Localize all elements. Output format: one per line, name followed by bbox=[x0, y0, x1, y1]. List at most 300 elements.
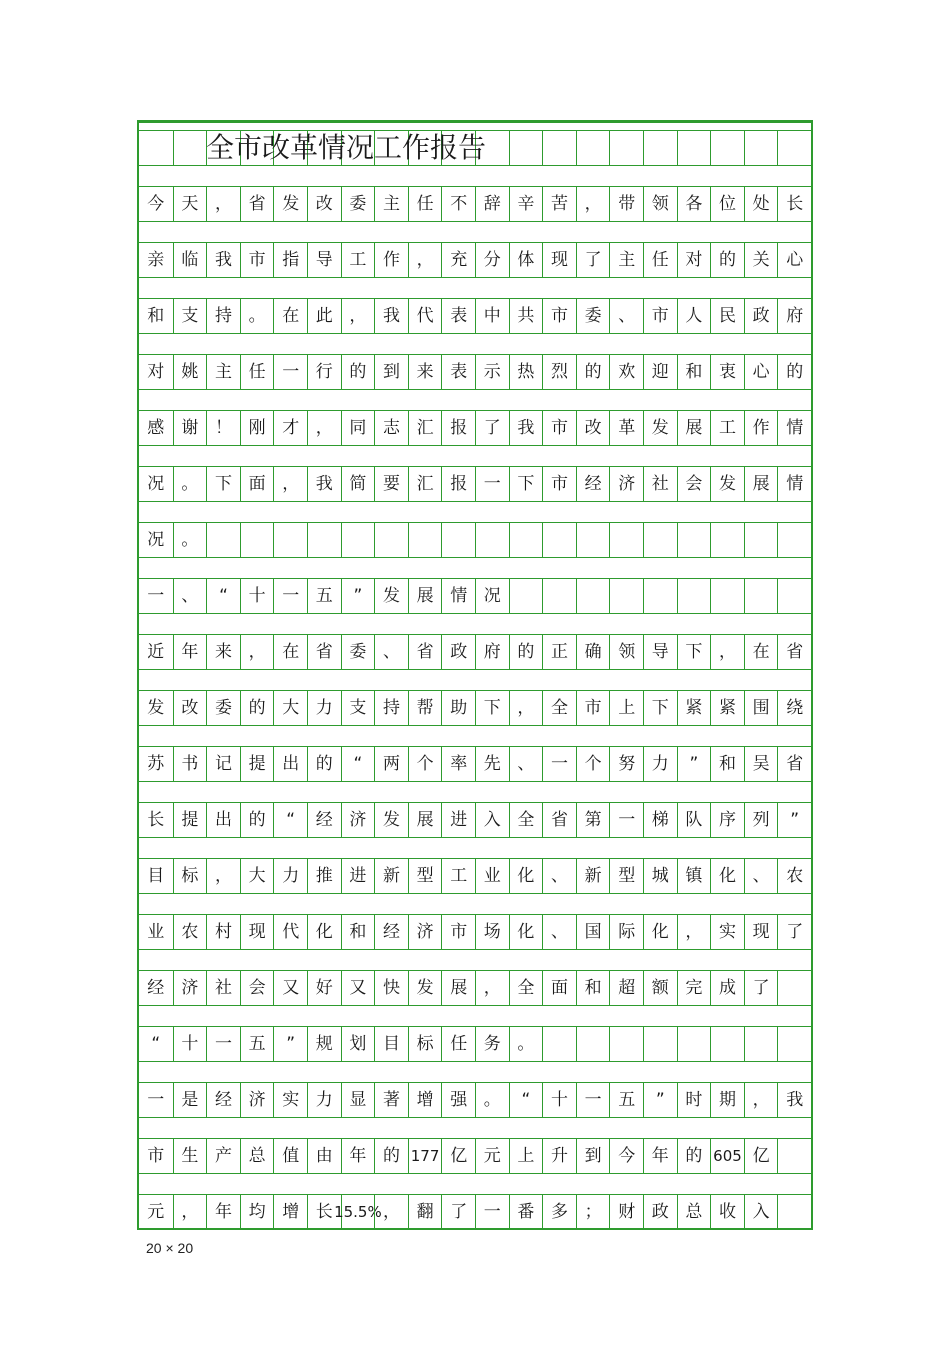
grid-cell: 情 bbox=[777, 411, 811, 445]
grid-cell bbox=[576, 523, 610, 557]
grid-cell bbox=[509, 523, 543, 557]
grid-cell: 市 bbox=[643, 299, 677, 333]
grid-cell: 面 bbox=[542, 971, 576, 1005]
grid-cell: 行 bbox=[307, 355, 341, 389]
grid-cell: 型 bbox=[408, 859, 442, 893]
grid-cell: 产 bbox=[206, 1139, 240, 1173]
grid-cell: 化 bbox=[643, 915, 677, 949]
grid-cell: “ bbox=[509, 1083, 543, 1117]
grid-cell: 新 bbox=[576, 859, 610, 893]
grid-cell: 十 bbox=[240, 579, 274, 613]
grid-spacer-row bbox=[139, 949, 811, 971]
grid-cell: 位 bbox=[710, 187, 744, 221]
grid-cell bbox=[710, 131, 744, 165]
grid-cell bbox=[777, 1139, 811, 1173]
grid-spacer-row bbox=[139, 333, 811, 355]
grid-cell: 展 bbox=[677, 411, 711, 445]
grid-cell: 标 bbox=[173, 859, 207, 893]
grid-cell: 况 bbox=[147, 473, 165, 494]
document-title: 全市改革情况工作报告 bbox=[206, 131, 487, 164]
grid-cell: 、 bbox=[374, 635, 408, 669]
grid-cell: 率 bbox=[441, 747, 475, 781]
grid-cell: 心 bbox=[744, 355, 778, 389]
grid-cell: 代 bbox=[273, 915, 307, 949]
grid-cell: “ bbox=[206, 579, 240, 613]
grid-cell: 上 bbox=[609, 691, 643, 725]
grid-spacer-row bbox=[139, 1005, 811, 1027]
grid-cell: 下 bbox=[206, 467, 240, 501]
grid-cell: 各 bbox=[677, 187, 711, 221]
grid-cell: 期 bbox=[710, 1083, 744, 1117]
grid-cell: 辞 bbox=[475, 187, 509, 221]
grid-cell: 年 bbox=[206, 1195, 240, 1229]
grid-cell: 好 bbox=[307, 971, 341, 1005]
grid-cell: 推 bbox=[307, 859, 341, 893]
grid-cell: 五 bbox=[609, 1083, 643, 1117]
grid-cell: 目 bbox=[374, 1027, 408, 1061]
grid-spacer-row bbox=[139, 445, 811, 467]
grid-cell: 了 bbox=[475, 411, 509, 445]
grid-cell bbox=[744, 579, 778, 613]
grid-cell: 的 bbox=[307, 747, 341, 781]
grid-cell: 志 bbox=[374, 411, 408, 445]
grid-cell: 元 bbox=[147, 1201, 165, 1222]
grid-cell: 工 bbox=[341, 243, 375, 277]
grid-cell: ， bbox=[576, 187, 610, 221]
grid-cell: 市 bbox=[576, 691, 610, 725]
grid-cell: 谢 bbox=[173, 411, 207, 445]
grid-cell: 大 bbox=[240, 859, 274, 893]
grid-cell: 改 bbox=[576, 411, 610, 445]
grid-cell: 工 bbox=[441, 859, 475, 893]
grid-cell: 辛 bbox=[509, 187, 543, 221]
grid-cell: 济 bbox=[173, 971, 207, 1005]
grid-cell: 五 bbox=[240, 1027, 274, 1061]
grid-cell: 元 bbox=[475, 1139, 509, 1173]
grid-cell: 出 bbox=[206, 803, 240, 837]
grid-cell: 一 bbox=[273, 355, 307, 389]
grid-cell: 衷 bbox=[710, 355, 744, 389]
grid-cell: ” bbox=[341, 579, 375, 613]
grid-cell bbox=[609, 579, 643, 613]
grid-cell: 一 bbox=[475, 1195, 509, 1229]
grid-cell: 经 bbox=[206, 1083, 240, 1117]
grid-cell: 和 bbox=[576, 971, 610, 1005]
grid-cell: ！ bbox=[206, 411, 240, 445]
grid-cell: 发 bbox=[374, 579, 408, 613]
grid-cell: 升 bbox=[542, 1139, 576, 1173]
grid-cell: 个 bbox=[408, 747, 442, 781]
grid-cell: 力 bbox=[307, 1083, 341, 1117]
grid-cell: 政 bbox=[744, 299, 778, 333]
grid-cell: 是 bbox=[173, 1083, 207, 1117]
grid-cell: 时 bbox=[677, 1083, 711, 1117]
grid-cell bbox=[710, 579, 744, 613]
grid-cell bbox=[509, 579, 543, 613]
grid-cell: 我 bbox=[509, 411, 543, 445]
grid-cell: 年 bbox=[173, 635, 207, 669]
grid-spacer-row bbox=[139, 781, 811, 803]
grid-cell: 市 bbox=[441, 915, 475, 949]
grid-cell: 长 bbox=[147, 809, 165, 830]
grid-cell: 和 bbox=[677, 355, 711, 389]
grid-cell: 了 bbox=[744, 971, 778, 1005]
grid-cell: 下 bbox=[677, 635, 711, 669]
grid-cell: 帮 bbox=[408, 691, 442, 725]
grid-cell bbox=[273, 523, 307, 557]
grid-cell bbox=[408, 523, 442, 557]
grid-cell bbox=[542, 131, 576, 165]
grid-cell: 划 bbox=[341, 1027, 375, 1061]
grid-cell: 序 bbox=[710, 803, 744, 837]
grid-cell: 值 bbox=[273, 1139, 307, 1173]
grid-cell: 亿 bbox=[441, 1139, 475, 1173]
grid-cell: 型 bbox=[609, 859, 643, 893]
grid-cell: 超 bbox=[609, 971, 643, 1005]
grid-cell bbox=[643, 579, 677, 613]
grid-cell: 605 bbox=[710, 1139, 744, 1173]
grid-cell: ， bbox=[408, 243, 442, 277]
grid-spacer-row bbox=[139, 557, 811, 579]
grid-cell: 。 bbox=[475, 1083, 509, 1117]
grid-cell: 带 bbox=[609, 187, 643, 221]
grid-cell: 番 bbox=[509, 1195, 543, 1229]
grid-cell: 汇 bbox=[408, 411, 442, 445]
manuscript-grid-sheet bbox=[137, 120, 813, 1230]
grid-cell: “ bbox=[341, 747, 375, 781]
grid-cell: 热 bbox=[509, 355, 543, 389]
grid-cell bbox=[240, 523, 274, 557]
grid-spacer-row bbox=[139, 669, 811, 691]
grid-cell: 主 bbox=[206, 355, 240, 389]
grid-cell: 村 bbox=[206, 915, 240, 949]
grid-cell: 场 bbox=[475, 915, 509, 949]
grid-cell: ， bbox=[273, 467, 307, 501]
grid-cell: 队 bbox=[677, 803, 711, 837]
grid-cell: 共 bbox=[509, 299, 543, 333]
grid-cell: 额 bbox=[643, 971, 677, 1005]
grid-cell: “ bbox=[151, 1033, 161, 1054]
grid-cell bbox=[341, 523, 375, 557]
grid-cell: 和 bbox=[341, 915, 375, 949]
grid-cell: 。 bbox=[173, 467, 207, 501]
grid-spacer-row bbox=[139, 165, 811, 187]
grid-cell bbox=[139, 131, 173, 165]
grid-cell: 支 bbox=[341, 691, 375, 725]
grid-cell: 快 bbox=[374, 971, 408, 1005]
grid-cell bbox=[475, 523, 509, 557]
grid-cell: 规 bbox=[307, 1027, 341, 1061]
grid-cell: 。 bbox=[509, 1027, 543, 1061]
grid-cell: 济 bbox=[341, 803, 375, 837]
grid-cell: 主 bbox=[609, 243, 643, 277]
grid-cell bbox=[710, 1027, 744, 1061]
grid-cell: 市 bbox=[542, 467, 576, 501]
grid-cell: 了 bbox=[576, 243, 610, 277]
grid-cell: 表 bbox=[441, 299, 475, 333]
grid-cell: 财 bbox=[609, 1195, 643, 1229]
grid-cell: 一 bbox=[475, 467, 509, 501]
grid-cell: 际 bbox=[609, 915, 643, 949]
grid-cell: 总 bbox=[240, 1139, 274, 1173]
grid-cell: 又 bbox=[273, 971, 307, 1005]
grid-cell: 省 bbox=[408, 635, 442, 669]
grid-cell: ， bbox=[710, 635, 744, 669]
grid-cell: ； bbox=[576, 1195, 610, 1229]
grid-cell bbox=[609, 131, 643, 165]
grid-cell bbox=[509, 131, 543, 165]
grid-cell: 进 bbox=[441, 803, 475, 837]
grid-spacer-row bbox=[139, 122, 811, 131]
grid-cell: 烈 bbox=[542, 355, 576, 389]
grid-spacer-row bbox=[139, 501, 811, 523]
grid-cell: 、 bbox=[744, 859, 778, 893]
grid-cell: 一 bbox=[147, 585, 165, 606]
grid-cell: 总 bbox=[677, 1195, 711, 1229]
grid-cell: 下 bbox=[643, 691, 677, 725]
grid-cell: 、 bbox=[173, 579, 207, 613]
grid-cell: 城 bbox=[643, 859, 677, 893]
grid-cell: 全 bbox=[509, 971, 543, 1005]
grid-cell bbox=[441, 523, 475, 557]
grid-cell: 才 bbox=[273, 411, 307, 445]
grid-cell: 、 bbox=[609, 299, 643, 333]
grid-cell: 表 bbox=[441, 355, 475, 389]
grid-cell: 省 bbox=[307, 635, 341, 669]
grid-cell: 进 bbox=[341, 859, 375, 893]
grid-spacer-row bbox=[139, 725, 811, 747]
grid-cell: 持 bbox=[374, 691, 408, 725]
grid-cell bbox=[777, 1027, 811, 1061]
grid-cell: 国 bbox=[576, 915, 610, 949]
grid-cell: 展 bbox=[744, 467, 778, 501]
grid-cell: 绕 bbox=[777, 691, 811, 725]
grid-cell: 处 bbox=[744, 187, 778, 221]
grid-cell: 政 bbox=[643, 1195, 677, 1229]
grid-cell: 支 bbox=[173, 299, 207, 333]
grid-cell: 的 bbox=[677, 1139, 711, 1173]
grid-cell: 省 bbox=[240, 187, 274, 221]
grid-cell: 、 bbox=[542, 915, 576, 949]
grid-cell: 苏 bbox=[147, 753, 165, 774]
grid-cell: 指 bbox=[273, 243, 307, 277]
grid-cell: ” bbox=[643, 1083, 677, 1117]
grid-cell bbox=[777, 1195, 811, 1229]
grid-cell: 任 bbox=[408, 187, 442, 221]
grid-cell: 一 bbox=[609, 803, 643, 837]
grid-cell bbox=[542, 1027, 576, 1061]
grid-cell: 下 bbox=[475, 691, 509, 725]
grid-cell: 近 bbox=[147, 641, 165, 662]
grid-cell: 示 bbox=[475, 355, 509, 389]
grid-cell: ， bbox=[341, 299, 375, 333]
grid-cell: 情 bbox=[441, 579, 475, 613]
grid-cell: 的 bbox=[240, 691, 274, 725]
grid-cell bbox=[542, 523, 576, 557]
grid-cell: 全 bbox=[542, 691, 576, 725]
grid-cell: 领 bbox=[643, 187, 677, 221]
grid-size-label: 20 × 20 bbox=[146, 1240, 194, 1256]
grid-cell: 济 bbox=[408, 915, 442, 949]
grid-cell: 现 bbox=[240, 915, 274, 949]
grid-cell: 会 bbox=[677, 467, 711, 501]
grid-spacer-row bbox=[139, 613, 811, 635]
grid-cell bbox=[643, 523, 677, 557]
grid-cell: 第 bbox=[576, 803, 610, 837]
grid-cell: 化 bbox=[710, 859, 744, 893]
grid-cell: 实 bbox=[710, 915, 744, 949]
grid-cell: 民 bbox=[710, 299, 744, 333]
grid-cell: 先 bbox=[475, 747, 509, 781]
grid-cell: 委 bbox=[576, 299, 610, 333]
grid-cell: 的 bbox=[509, 635, 543, 669]
grid-cell: 我 bbox=[777, 1083, 811, 1117]
grid-cell: 177 bbox=[408, 1139, 442, 1173]
grid-cell: 的 bbox=[240, 803, 274, 837]
grid-cell: 和 bbox=[710, 747, 744, 781]
grid-cell: ， bbox=[744, 1083, 778, 1117]
grid-cell: 围 bbox=[744, 691, 778, 725]
grid-cell: 。 bbox=[240, 299, 274, 333]
grid-cell: 此 bbox=[307, 299, 341, 333]
grid-cell: 作 bbox=[744, 411, 778, 445]
grid-cell: 了 bbox=[441, 1195, 475, 1229]
grid-cell: 要 bbox=[374, 467, 408, 501]
grid-cell bbox=[744, 523, 778, 557]
grid-cell: 下 bbox=[509, 467, 543, 501]
grid-cell bbox=[609, 523, 643, 557]
grid-cell: 生 bbox=[173, 1139, 207, 1173]
grid-cell: 不 bbox=[441, 187, 475, 221]
grid-cell: 我 bbox=[206, 243, 240, 277]
grid-cell: 个 bbox=[576, 747, 610, 781]
grid-cell: 市 bbox=[147, 1145, 165, 1166]
grid-cell: 业 bbox=[147, 921, 165, 942]
grid-cell: 对 bbox=[147, 361, 165, 382]
grid-cell: ” bbox=[677, 747, 711, 781]
grid-cell: 增 bbox=[273, 1195, 307, 1229]
grid-cell: 长 bbox=[777, 187, 811, 221]
grid-cell: 正 bbox=[542, 635, 576, 669]
grid-cell: 亿 bbox=[744, 1139, 778, 1173]
grid-cell bbox=[307, 523, 341, 557]
grid-cell: 完 bbox=[677, 971, 711, 1005]
grid-cell: 入 bbox=[744, 1195, 778, 1229]
grid-cell: 今 bbox=[609, 1139, 643, 1173]
grid-cell: 展 bbox=[441, 971, 475, 1005]
grid-cell: 在 bbox=[744, 635, 778, 669]
grid-cell: 一 bbox=[147, 1089, 165, 1110]
grid-cell: 省 bbox=[542, 803, 576, 837]
grid-cell bbox=[777, 131, 811, 165]
grid-cell: 济 bbox=[240, 1083, 274, 1117]
grid-cell: 省 bbox=[777, 635, 811, 669]
grid-cell: 天 bbox=[173, 187, 207, 221]
grid-cell: 、 bbox=[542, 859, 576, 893]
grid-cell: 况 bbox=[475, 579, 509, 613]
grid-cell: 确 bbox=[576, 635, 610, 669]
grid-cell bbox=[542, 579, 576, 613]
grid-cell bbox=[609, 1027, 643, 1061]
grid-cell: 五 bbox=[307, 579, 341, 613]
grid-cell: 领 bbox=[609, 635, 643, 669]
grid-cell: 委 bbox=[341, 635, 375, 669]
grid-cell: 化 bbox=[307, 915, 341, 949]
grid-cell: 农 bbox=[173, 915, 207, 949]
grid-cell: 在 bbox=[273, 635, 307, 669]
grid-cell: 力 bbox=[643, 747, 677, 781]
grid-cell: 大 bbox=[273, 691, 307, 725]
grid-cell: 市 bbox=[542, 299, 576, 333]
grid-cell: 增 bbox=[408, 1083, 442, 1117]
grid-cell: 力 bbox=[273, 859, 307, 893]
grid-cell: 一 bbox=[542, 747, 576, 781]
grid-cell: 成 bbox=[710, 971, 744, 1005]
grid-cell: 发 bbox=[408, 971, 442, 1005]
grid-cell bbox=[576, 1027, 610, 1061]
grid-cell bbox=[206, 523, 240, 557]
grid-cell: 十 bbox=[173, 1027, 207, 1061]
grid-cell: 的 bbox=[341, 355, 375, 389]
grid-cell bbox=[643, 1027, 677, 1061]
grid-cell: 入 bbox=[475, 803, 509, 837]
grid-cell: 发 bbox=[374, 803, 408, 837]
grid-cell: 苦 bbox=[542, 187, 576, 221]
grid-cell: 一 bbox=[206, 1027, 240, 1061]
grid-cell: 况 bbox=[147, 529, 165, 550]
grid-cell: 导 bbox=[307, 243, 341, 277]
grid-cell: 紧 bbox=[710, 691, 744, 725]
grid-cell: 改 bbox=[173, 691, 207, 725]
grid-cell: 标 bbox=[408, 1027, 442, 1061]
grid-cell: 上 bbox=[509, 1139, 543, 1173]
grid-cell: 收 bbox=[710, 1195, 744, 1229]
grid-cell: 提 bbox=[240, 747, 274, 781]
grid-cell: 翻 bbox=[408, 1195, 442, 1229]
grid-cell: 今 bbox=[147, 193, 165, 214]
grid-cell bbox=[677, 523, 711, 557]
grid-cell: 的 bbox=[374, 1139, 408, 1173]
grid-cell: 的 bbox=[777, 355, 811, 389]
grid-spacer-row bbox=[139, 277, 811, 299]
grid-cell: 会 bbox=[240, 971, 274, 1005]
grid-cell: 汇 bbox=[408, 467, 442, 501]
grid-cell: ， bbox=[206, 859, 240, 893]
grid-cell: 列 bbox=[744, 803, 778, 837]
grid-cell: 革 bbox=[609, 411, 643, 445]
grid-cell: 实 bbox=[273, 1083, 307, 1117]
grid-cell: 经 bbox=[147, 977, 165, 998]
grid-cell bbox=[677, 579, 711, 613]
grid-cell: 同 bbox=[341, 411, 375, 445]
grid-cell bbox=[744, 1027, 778, 1061]
grid-cell: 感 bbox=[147, 417, 165, 438]
grid-cell: 面 bbox=[240, 467, 274, 501]
grid-cell: 助 bbox=[441, 691, 475, 725]
grid-cell: 农 bbox=[777, 859, 811, 893]
grid-cell: 展 bbox=[408, 579, 442, 613]
grid-cell bbox=[374, 523, 408, 557]
grid-cell: 紧 bbox=[677, 691, 711, 725]
grid-spacer-row bbox=[139, 221, 811, 243]
grid-cell: 提 bbox=[173, 803, 207, 837]
grid-cell: 全 bbox=[509, 803, 543, 837]
grid-cell: ， bbox=[475, 971, 509, 1005]
grid-cell: 府 bbox=[475, 635, 509, 669]
grid-cell: 书 bbox=[173, 747, 207, 781]
grid-cell: “ bbox=[273, 803, 307, 837]
grid-cell: 由 bbox=[307, 1139, 341, 1173]
